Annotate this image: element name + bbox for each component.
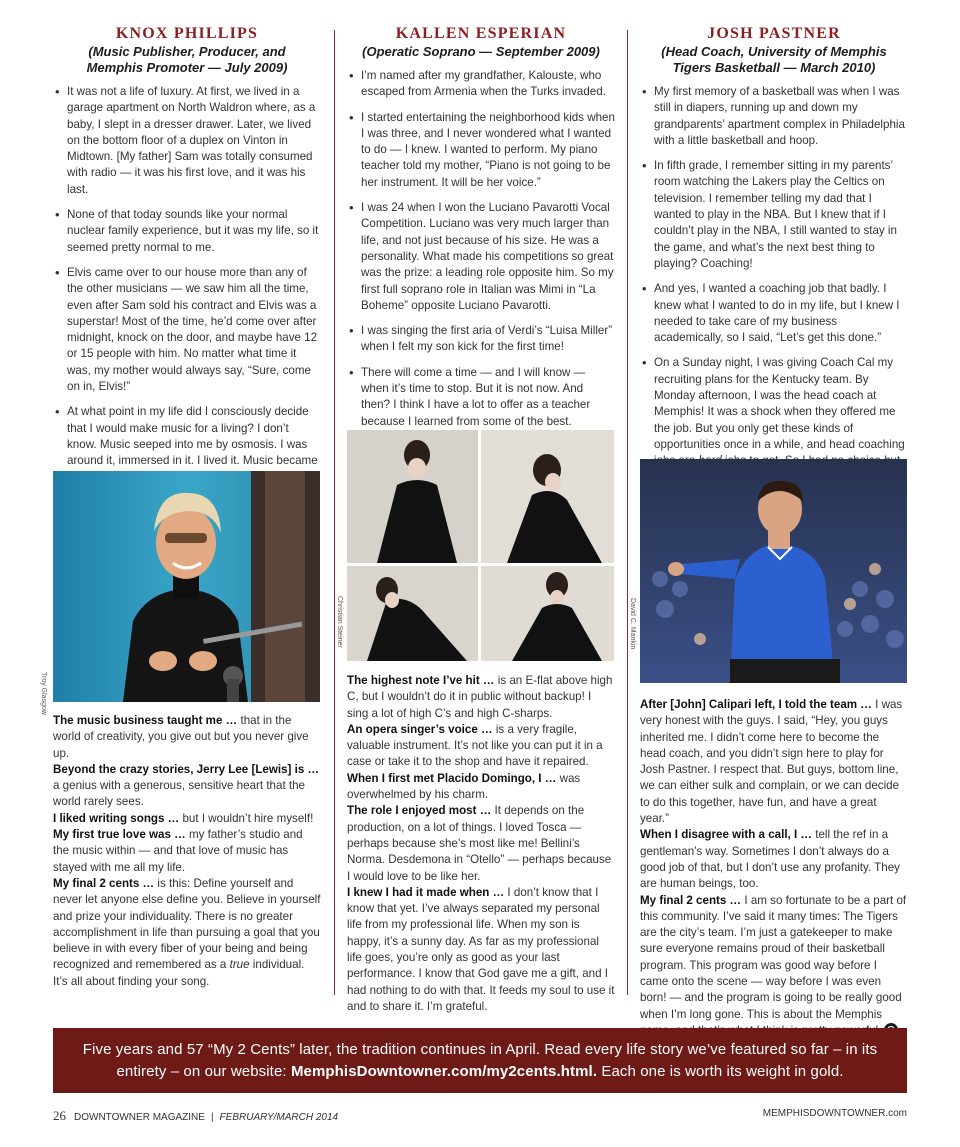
bullet-list [640, 84, 908, 486]
qa-item [640, 697, 908, 827]
bullet-item: • None of that today sounds like your normal nuclear family experience, but it was my life, so it seemed pretty normal to me. [53, 207, 321, 256]
subtitle-line: (Music Publisher, Producer, and [88, 44, 286, 59]
qa-question: After [John] Calipari left, I told the team … [640, 698, 872, 711]
bullet-item: • There will come a time — and I will know — when it’s time to stop. But it is not now. And then? I think I have a lot to offer as a teacher because I learned from some of the best. [347, 365, 615, 430]
qa-section [53, 713, 321, 990]
bullet-item: • And yes, I wanted a coaching job that badly. I knew what I wanted to do in my life, but I knew I needed to take care of my business academically, so I said, “Let’s get this done.” [640, 281, 908, 346]
bullet-item: • I started entertaining the neighborhood kids when I was three, and I never wondered what I wanted to do — I knew. I wanted to perform. My piano teacher told my mother, “Piano is not going to be her instrument. It will be her voice.” [347, 110, 615, 191]
bullet-item: • My first memory of a basketball was when I was still in diapers, running up and down my grandparents’ apartment complex in Philadelphia with a little basketball and hoop. [640, 84, 908, 149]
qa-item [640, 827, 908, 892]
profile-name: KNOX PHILLIPS [115, 25, 259, 42]
qa-item [347, 673, 615, 722]
qa-question: The highest note I’ve hit … [347, 674, 495, 687]
qa-answer: I was very honest with the guys. I said, “Hey, you guys inherited me. I didn’t come here to become the head coach, and you didn’t sign here to play for Josh Pastner. I respect that. But guys, bottom line, we can either sulk and complain, or we can decide to do this together, have fun, and have a great year.” [640, 698, 903, 826]
profile-knox-phillips [53, 24, 321, 511]
profile-subtitle [640, 44, 908, 76]
qa-question: I liked writing songs … [53, 811, 180, 825]
column-divider [334, 30, 335, 995]
bullet-item: • Elvis came over to our house more than any of the other musicians — we saw him all the time, even after Sam sold his contract and Elvis was a superstar! Most of the time, he’d come over after midnight, knock on the door, and maybe have 12 or 15 people with him. No matter what time it was, my mother would always say, “Sure, come on in, Elvis!” [53, 265, 321, 395]
subtitle-line: (Head Coach, University of Memphis [661, 44, 887, 59]
knox-phillips-photo [53, 471, 320, 702]
profile-kallen-esperian [347, 24, 615, 439]
qa-answer: tell the ref in a gentleman’s way. Sometimes I don’t always do a good job of that, but I don’t use any profanity. They are human beings, too. [640, 828, 900, 891]
qa-section [347, 673, 615, 1015]
qa-item [53, 827, 321, 876]
banner-text: Each one is worth its weight in gold. [597, 1063, 844, 1080]
qa-section [640, 697, 908, 1039]
qa-question: An opera singer’s voice … [347, 722, 493, 736]
photo-credit: Christian Steiner [336, 596, 343, 648]
qa-answer: my father’s studio and the music within — and that love of music has stayed with me all my life. [53, 828, 303, 874]
qa-item [53, 762, 321, 811]
profile-josh-pastner [640, 24, 908, 495]
banner-line [53, 1061, 907, 1083]
qa-question: I knew I had it made when … [347, 885, 505, 899]
qa-item [53, 811, 321, 827]
profile-subtitle [53, 44, 321, 76]
banner-text: entirety – on our website: [116, 1063, 291, 1080]
qa-question: My first true love was … [53, 828, 186, 842]
footer-separator: | [210, 1112, 214, 1123]
qa-question: My final 2 cents … [53, 876, 155, 890]
qa-answer: was overwhelmed by his charm. [347, 771, 581, 802]
issue-date: FEBRUARY/MARCH 2014 [219, 1112, 339, 1123]
subtitle-line: Tigers Basketball — March 2010) [672, 60, 876, 75]
qa-answer: individual. It’s all about finding your song. [53, 958, 305, 988]
qa-item [347, 722, 615, 771]
banner-line: Five years and 57 “My 2 Cents” later, the tradition continues in April. Read every life story we’ve featured so far – in its [82, 1041, 878, 1058]
profile-name: KALLEN ESPERIAN [395, 25, 567, 42]
qa-item [347, 803, 615, 884]
qa-answer: is an E-flat above high C, but I wouldn’t do it in public without backup! I sing a lot of high C’s and high C-sharps. [347, 674, 613, 720]
promo-banner [53, 1028, 907, 1093]
column-divider [627, 30, 628, 995]
website-link[interactable]: MemphisDowntowner.com/my2cents.html. [290, 1063, 598, 1080]
bullet-item: • I was singing the first aria of Verdi’s “Luisa Miller” when I felt my son kick for the first time! [347, 323, 615, 356]
qa-answer: is this: Define yourself and never let anyone else define you. Believe in yourself and prize your individuality. There is no greater accomplishment in life than pursuing a goal that you believe in with every fiber of your being and being recognized and remembered as a [53, 876, 321, 972]
qa-question: When I disagree with a call, I … [640, 828, 813, 842]
qa-answer: I don’t know that I know that yet. I’ve always separated my personal life from my professional life. When my son is happy, it’s a sunny day. As far as my professional life goes, you’re only as good as your last performance. I know that God gave me a gift, and I had nothing to do with that. It feeds my soul to use it and to share it. I’m grateful. [347, 885, 615, 1013]
qa-answer: I am so fortunate to be a part of this community. I’ve said it many times: The Tigers are the city’s team. I’m just a gatekeeper to make sure everyone remains proud of their basketball program. This program was good way before I came onto the scene — way before I was even born! — and the program is going to be really good when I’m long gone. This is about the Memphis [640, 893, 907, 1021]
qa-answer: that in the world of creativity, you give out but you never give up. [53, 714, 309, 760]
profile-subtitle [347, 44, 615, 60]
qa-item [640, 893, 908, 1040]
profile-name: JOSH PASTNER [707, 25, 841, 42]
qa-item [53, 713, 321, 762]
qa-answer: but I wouldn’t hire myself! [179, 811, 314, 825]
page-number: 26 [53, 1108, 66, 1123]
josh-pastner-photo [640, 459, 907, 683]
qa-question: Beyond the crazy stories, Jerry Lee [Lewis] is … [53, 762, 320, 776]
subtitle-line: (Operatic Soprano — September 2009) [362, 44, 600, 59]
magazine-name: DOWNTOWNER MAGAZINE [74, 1112, 205, 1123]
qa-item [347, 885, 615, 1015]
bullet-item: • At what point in my life did I consciously decide that I would make music for a living? I don’t know. Music seeped into me by osmosis. I was around it, immersed in it. I lived it. Music became [53, 404, 321, 502]
footer-left [53, 1108, 338, 1124]
qa-question: The role I enjoyed most … [347, 804, 492, 818]
kallen-esperian-photo-collage [347, 430, 614, 661]
subtitle-line: Memphis Promoter — July 2009) [86, 60, 288, 75]
qa-question: When I first met Placido Domingo, I … [347, 771, 557, 785]
qa-answer: is a very fragile, valuable instrument. It’s not like you can put it in a case or take it to the shop and have it repaired. [347, 722, 603, 769]
qa-item [347, 771, 615, 804]
qa-item [53, 876, 321, 990]
bullet-text: On a Sunday night, I was giving Coach Cal my recruiting plans for the Kentucky team. By Monday afternoon, I was the head coach at Memphis! It was a shock when they offered me the job. But you only get these kinds of opportunities once in a while, and head coaching [654, 356, 905, 451]
bullet-item: • I was 24 when I won the Luciano Pavarotti Vocal Competition. Luciano was very much larger than life, and not just because of his size. He was a personality. What made his competitions so great was the prize: a leading role opposite him. So my first full soprano role in Italian was Mimi in “La Boheme” opposite Luciano Pavarotti. [347, 200, 615, 314]
photo-credit: Troy Glasgow [40, 672, 47, 715]
photo-credit: David C. Mankin [629, 598, 636, 650]
qa-emphasis: true [229, 958, 250, 972]
bullet-list [347, 68, 615, 430]
footer-website[interactable]: MEMPHISDOWNTOWNER.com [762, 1108, 907, 1119]
bullet-item: • It was not a life of luxury. At first, we lived in a garage apartment on North Waldron where, as a baby, I slept in a dresser drawer. Later, we lived on the bottom floor of a duplex on Vinton in Midtown. [My father] Sam was totally consumed with radio — it was his first love, and it was his last. [53, 84, 321, 198]
qa-question: My final 2 cents … [640, 893, 742, 907]
bullet-item: • I’m named after my grandfather, Kalouste, who escaped from Armenia when the Turks invaded. [347, 68, 615, 101]
qa-answer: It depends on the production, on a lot of things. I loved Tosca — perhaps because she’s most like me! Bellini’s Norma. Desdemona in “Otello” — perhaps because I would love to be like her. [347, 804, 612, 883]
bullet-item: • In fifth grade, I remember sitting in my parents’ room watching the Lakers play the Celtics on television. I remember telling my dad that I wanted to play in the NBA. But I knew that if I couldn’t play in the NBA, I still wanted to stay in the game, and what’s the next best thing to playing? Coaching! [640, 158, 908, 272]
qa-answer: a genius with a generous, sensitive heart that the world rarely sees. [53, 779, 305, 809]
qa-question: The music business taught me … [53, 714, 238, 727]
bullet-list [53, 84, 321, 502]
